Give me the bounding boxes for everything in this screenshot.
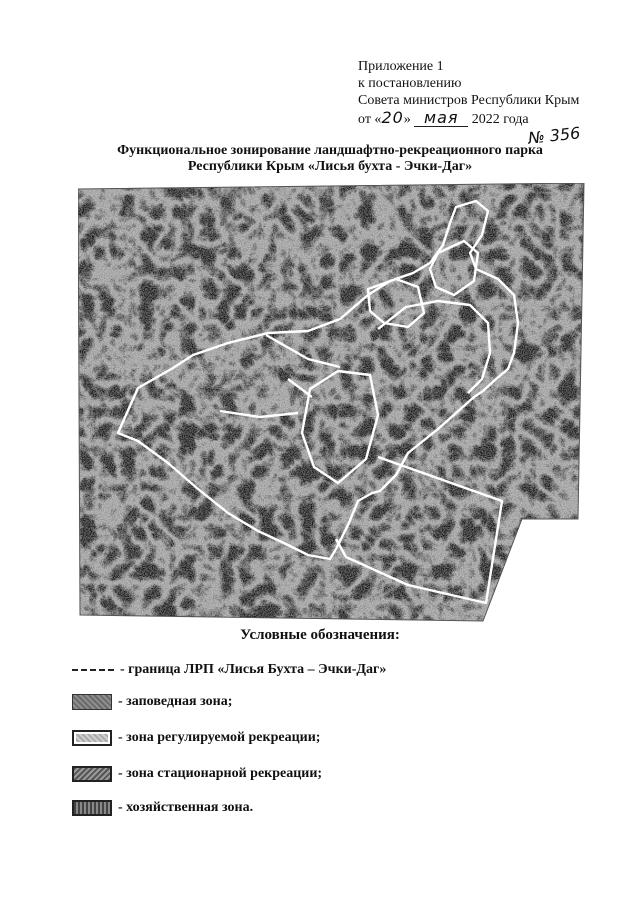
legend-label: - зона стационарной рекреации; xyxy=(118,766,323,781)
date-mid: » xyxy=(403,112,411,127)
date-month: мая xyxy=(414,109,468,127)
legend-item-reserve-zone xyxy=(72,694,232,710)
dashed-line-icon xyxy=(72,669,114,671)
economic-zone-swatch-icon xyxy=(72,800,112,816)
legend-label: - заповедная зона; xyxy=(118,694,233,709)
document-number: № 356 xyxy=(527,123,582,148)
legend-heading: Условные обозначения: xyxy=(240,627,400,643)
map-title xyxy=(80,143,580,175)
date-prefix: от « xyxy=(358,112,382,127)
legend-label: - хозяйственная зона. xyxy=(118,800,254,815)
map-title-line1: Функциональное зонирование ландшафтно-рекреационного парка xyxy=(117,143,543,158)
map-title-line2: Республики Крым «Лисья бухта - Эчки-Даг» xyxy=(187,159,473,174)
date-day: 20 xyxy=(381,108,404,127)
reserve-zone-swatch-icon xyxy=(72,694,112,710)
regulated-zone-swatch-icon xyxy=(72,730,112,746)
legend-item-economic-zone xyxy=(72,800,253,816)
stationary-zone-swatch-icon xyxy=(72,766,112,782)
legend-item-stationary-recreation xyxy=(72,766,322,782)
date-year: 2022 года xyxy=(471,112,529,127)
council-label: Совета министров Республики Крым xyxy=(358,93,580,108)
zoning-map-svg xyxy=(78,183,586,623)
legend-item-park-boundary xyxy=(72,662,386,678)
legend-item-regulated-recreation xyxy=(72,730,320,746)
legend-label: - граница ЛРП «Лисья Бухта – Эчки-Даг» xyxy=(120,662,387,677)
appendix-label: Приложение 1 xyxy=(358,59,444,74)
resolution-label: к постановлению xyxy=(358,76,462,91)
zoning-map xyxy=(78,183,586,623)
legend-label: - зона регулируемой рекреации; xyxy=(118,730,321,745)
appendix-header xyxy=(358,58,618,128)
